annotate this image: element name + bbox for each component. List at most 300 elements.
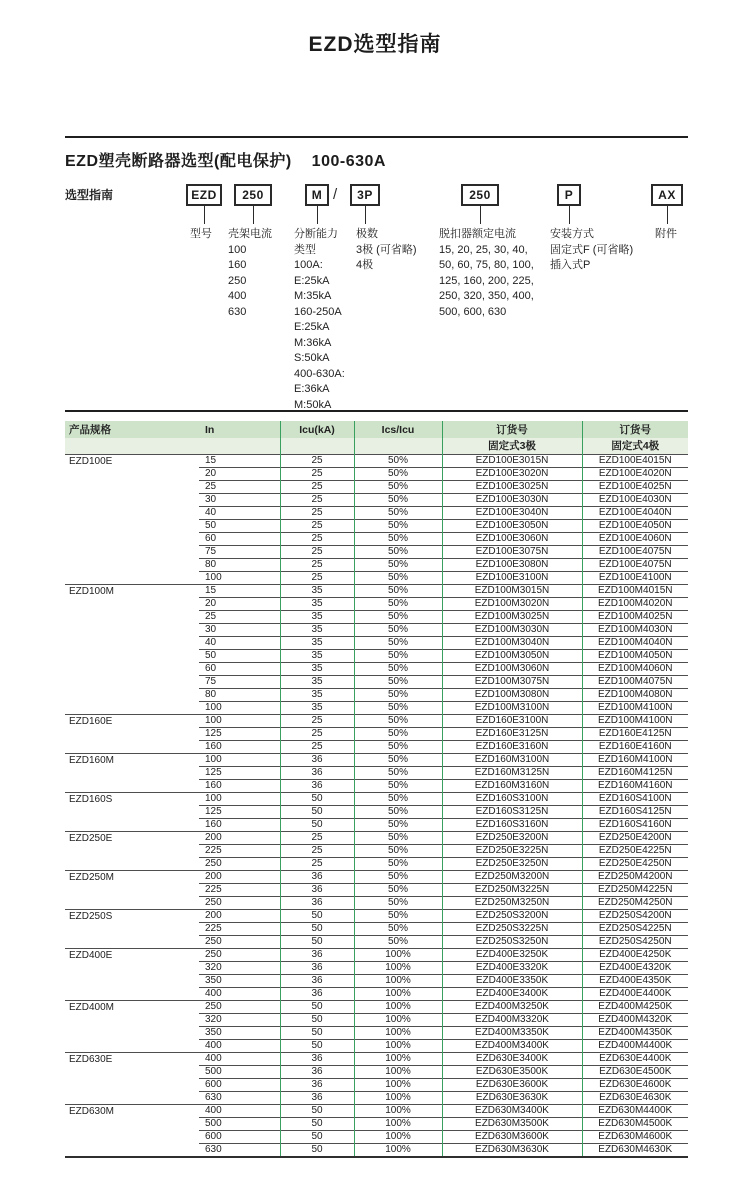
legend-line: 400 bbox=[228, 290, 247, 302]
cell-ics-icu: 50% bbox=[354, 480, 442, 493]
cell-icu: 36 bbox=[280, 779, 354, 792]
cell-ics-icu: 50% bbox=[354, 831, 442, 844]
cell-icu: 50 bbox=[280, 935, 354, 948]
cell-ics-icu: 50% bbox=[354, 571, 442, 584]
cell-order-4p: EZD160E4160N bbox=[582, 740, 688, 753]
cell-ics-icu: 50% bbox=[354, 896, 442, 909]
cell-order-3p: EZD250E3200N bbox=[442, 831, 582, 844]
cell-ics-icu: 50% bbox=[354, 610, 442, 623]
cell-ics-icu: 50% bbox=[354, 727, 442, 740]
table-row bbox=[65, 870, 688, 883]
section-heading-text: EZD塑壳断路器选型(配电保护) bbox=[65, 153, 292, 170]
cell-in: 250 bbox=[199, 935, 280, 948]
legend-line: 50, 60, 75, 80, 100, bbox=[439, 259, 534, 271]
subheader-empty bbox=[199, 438, 280, 454]
cell-icu: 35 bbox=[280, 649, 354, 662]
cell-order-4p: EZD250E4250N bbox=[582, 857, 688, 870]
cell-ics-icu: 50% bbox=[354, 675, 442, 688]
legend-line: 3极 (可省略) bbox=[356, 243, 417, 256]
cell-icu: 50 bbox=[280, 1013, 354, 1026]
cell-ics-icu: 50% bbox=[354, 454, 442, 467]
cell-order-4p: EZD100M4050N bbox=[582, 649, 688, 662]
cell-ics-icu: 100% bbox=[354, 1000, 442, 1013]
table-row bbox=[65, 1052, 688, 1065]
cell-order-4p: EZD630M4600K bbox=[582, 1130, 688, 1143]
legend-poles bbox=[356, 227, 417, 274]
cell-in: 60 bbox=[199, 532, 280, 545]
cell-order-3p: EZD100E3100N bbox=[442, 571, 582, 584]
cell-icu: 25 bbox=[280, 558, 354, 571]
cell-icu: 50 bbox=[280, 1026, 354, 1039]
cell-in: 600 bbox=[199, 1130, 280, 1143]
cell-ics-icu: 100% bbox=[354, 1026, 442, 1039]
cell-order-3p: EZD160S3125N bbox=[442, 805, 582, 818]
cell-order-3p: EZD100E3060N bbox=[442, 532, 582, 545]
cell-icu: 50 bbox=[280, 1143, 354, 1157]
divider-line-table bbox=[65, 410, 688, 412]
cell-order-3p: EZD630M3630K bbox=[442, 1143, 582, 1157]
cell-ics-icu: 50% bbox=[354, 467, 442, 480]
cell-icu: 36 bbox=[280, 1065, 354, 1078]
cell-order-4p: EZD250M4200N bbox=[582, 870, 688, 883]
cell-in: 250 bbox=[199, 948, 280, 961]
legend-line: 250, 320, 350, 400, bbox=[439, 290, 534, 302]
cell-icu: 36 bbox=[280, 870, 354, 883]
cell-order-3p: EZD100M3030N bbox=[442, 623, 582, 636]
cell-icu: 35 bbox=[280, 688, 354, 701]
connector-tick bbox=[204, 206, 205, 224]
cell-order-4p: EZD100E4075N bbox=[582, 558, 688, 571]
cell-order-4p: EZD400E4350K bbox=[582, 974, 688, 987]
cell-order-3p: EZD100E3020N bbox=[442, 467, 582, 480]
cell-ics-icu: 50% bbox=[354, 545, 442, 558]
cell-in: 25 bbox=[199, 480, 280, 493]
cell-icu: 25 bbox=[280, 740, 354, 753]
cell-order-4p: EZD160S4125N bbox=[582, 805, 688, 818]
cell-ics-icu: 50% bbox=[354, 935, 442, 948]
cell-in: 100 bbox=[199, 792, 280, 805]
cell-order-3p: EZD250E3250N bbox=[442, 857, 582, 870]
cell-order-4p: EZD100E4060N bbox=[582, 532, 688, 545]
section-heading bbox=[65, 148, 386, 171]
cell-in: 250 bbox=[199, 1000, 280, 1013]
cell-icu: 36 bbox=[280, 753, 354, 766]
cell-ics-icu: 100% bbox=[354, 1039, 442, 1052]
cell-order-4p: EZD100E4025N bbox=[582, 480, 688, 493]
cell-order-4p: EZD160M4100N bbox=[582, 753, 688, 766]
cell-order-4p: EZD100E4040N bbox=[582, 506, 688, 519]
cell-order-3p: EZD100E3080N bbox=[442, 558, 582, 571]
cell-icu: 35 bbox=[280, 636, 354, 649]
cell-in: 200 bbox=[199, 870, 280, 883]
cell-ics-icu: 50% bbox=[354, 766, 442, 779]
cell-in: 225 bbox=[199, 844, 280, 857]
section-heading-range: 100-630A bbox=[311, 153, 386, 170]
connector-tick bbox=[253, 206, 254, 224]
cell-in: 100 bbox=[199, 753, 280, 766]
header-order-no-3p: 订货号 bbox=[442, 421, 582, 438]
cell-icu: 36 bbox=[280, 883, 354, 896]
legend-line: 分断能力 bbox=[294, 228, 338, 240]
cell-order-3p: EZD630M3600K bbox=[442, 1130, 582, 1143]
table-row bbox=[65, 1000, 688, 1013]
cell-ics-icu: 100% bbox=[354, 1052, 442, 1065]
cell-order-3p: EZD100E3025N bbox=[442, 480, 582, 493]
cell-order-4p: EZD400M4400K bbox=[582, 1039, 688, 1052]
cell-order-3p: EZD100M3015N bbox=[442, 584, 582, 597]
cell-order-3p: EZD160M3100N bbox=[442, 753, 582, 766]
cell-ics-icu: 50% bbox=[354, 753, 442, 766]
code-box-mounting: P bbox=[557, 184, 581, 206]
cell-icu: 50 bbox=[280, 909, 354, 922]
model-cell: EZD250E bbox=[65, 831, 199, 870]
cell-order-3p: EZD630M3400K bbox=[442, 1104, 582, 1117]
cell-in: 225 bbox=[199, 883, 280, 896]
cell-icu: 36 bbox=[280, 961, 354, 974]
cell-icu: 35 bbox=[280, 675, 354, 688]
cell-in: 200 bbox=[199, 909, 280, 922]
cell-in: 500 bbox=[199, 1117, 280, 1130]
legend-line: M:36kA bbox=[294, 336, 332, 349]
cell-ics-icu: 100% bbox=[354, 974, 442, 987]
cell-icu: 25 bbox=[280, 545, 354, 558]
model-cell: EZD160M bbox=[65, 753, 199, 792]
cell-ics-icu: 50% bbox=[354, 922, 442, 935]
cell-ics-icu: 100% bbox=[354, 1013, 442, 1026]
cell-ics-icu: 100% bbox=[354, 948, 442, 961]
table-row bbox=[65, 714, 688, 727]
connector-tick bbox=[667, 206, 668, 224]
cell-in: 25 bbox=[199, 610, 280, 623]
cell-order-3p: EZD160E3100N bbox=[442, 714, 582, 727]
cell-in: 100 bbox=[199, 714, 280, 727]
legend-line: 固定式F (可省略) bbox=[550, 243, 634, 256]
cell-order-4p: EZD250M4225N bbox=[582, 883, 688, 896]
cell-order-3p: EZD400M3350K bbox=[442, 1026, 582, 1039]
cell-icu: 25 bbox=[280, 714, 354, 727]
cell-in: 350 bbox=[199, 1026, 280, 1039]
cell-order-3p: EZD630E3500K bbox=[442, 1065, 582, 1078]
cell-order-4p: EZD100M4025N bbox=[582, 610, 688, 623]
code-box-trip-current: 250 bbox=[461, 184, 499, 206]
cell-in: 160 bbox=[199, 779, 280, 792]
legend-line: M:35kA bbox=[294, 290, 332, 302]
cell-order-3p: EZD100M3100N bbox=[442, 701, 582, 714]
cell-order-3p: EZD100M3080N bbox=[442, 688, 582, 701]
cell-icu: 25 bbox=[280, 467, 354, 480]
legend-line: 500, 600, 630 bbox=[439, 305, 507, 318]
cell-order-4p: EZD100E4075N bbox=[582, 545, 688, 558]
legend-line: 100A: bbox=[294, 259, 323, 271]
cell-order-3p: EZD630M3500K bbox=[442, 1117, 582, 1130]
cell-in: 160 bbox=[199, 818, 280, 831]
cell-order-4p: EZD250S4250N bbox=[582, 935, 688, 948]
cell-in: 320 bbox=[199, 961, 280, 974]
cell-icu: 25 bbox=[280, 571, 354, 584]
subheader-empty bbox=[65, 438, 199, 454]
cell-icu: 50 bbox=[280, 1104, 354, 1117]
table-subheader-row bbox=[65, 438, 688, 454]
cell-order-3p: EZD400E3350K bbox=[442, 974, 582, 987]
guide-label: 选型指南 bbox=[65, 188, 114, 202]
cell-icu: 25 bbox=[280, 519, 354, 532]
connector-tick bbox=[569, 206, 570, 224]
cell-in: 100 bbox=[199, 571, 280, 584]
header-icu: Icu(kA) bbox=[280, 421, 354, 438]
model-cell: EZD400M bbox=[65, 1000, 199, 1052]
cell-order-4p: EZD160M4125N bbox=[582, 766, 688, 779]
cell-icu: 35 bbox=[280, 701, 354, 714]
cell-in: 30 bbox=[199, 623, 280, 636]
cell-order-4p: EZD100M4080N bbox=[582, 688, 688, 701]
cell-order-4p: EZD250S4225N bbox=[582, 922, 688, 935]
legend-line: 250 bbox=[228, 274, 247, 287]
connector-tick bbox=[365, 206, 366, 224]
subheader-empty bbox=[280, 438, 354, 454]
code-box-model: EZD bbox=[186, 184, 222, 206]
cell-icu: 25 bbox=[280, 493, 354, 506]
legend-line: 160-250A bbox=[294, 305, 342, 318]
cell-icu: 50 bbox=[280, 805, 354, 818]
cell-ics-icu: 100% bbox=[354, 1104, 442, 1117]
code-box-breaking-capacity: M bbox=[305, 184, 329, 206]
legend-mounting bbox=[550, 227, 633, 274]
cell-ics-icu: 100% bbox=[354, 961, 442, 974]
cell-icu: 25 bbox=[280, 532, 354, 545]
cell-order-4p: EZD100M4030N bbox=[582, 623, 688, 636]
cell-order-4p: EZD100E4020N bbox=[582, 467, 688, 480]
table-row bbox=[65, 909, 688, 922]
cell-order-3p: EZD100M3040N bbox=[442, 636, 582, 649]
header-ics-icu: Ics/Icu bbox=[354, 421, 442, 438]
cell-in: 20 bbox=[199, 467, 280, 480]
cell-icu: 25 bbox=[280, 844, 354, 857]
subheader-fixed-3p: 固定式3极 bbox=[442, 438, 582, 454]
cell-in: 80 bbox=[199, 688, 280, 701]
legend-accessory bbox=[655, 227, 677, 243]
legend-frame-current bbox=[228, 227, 272, 320]
cell-order-3p: EZD630E3630K bbox=[442, 1091, 582, 1104]
cell-ics-icu: 50% bbox=[354, 493, 442, 506]
cell-in: 125 bbox=[199, 805, 280, 818]
cell-icu: 50 bbox=[280, 818, 354, 831]
cell-order-3p: EZD250M3225N bbox=[442, 883, 582, 896]
cell-in: 75 bbox=[199, 545, 280, 558]
cell-icu: 50 bbox=[280, 1000, 354, 1013]
cell-order-3p: EZD100E3075N bbox=[442, 545, 582, 558]
cell-order-3p: EZD160E3125N bbox=[442, 727, 582, 740]
cell-icu: 35 bbox=[280, 610, 354, 623]
cell-in: 40 bbox=[199, 636, 280, 649]
model-cell: EZD630M bbox=[65, 1104, 199, 1157]
cell-order-3p: EZD250S3200N bbox=[442, 909, 582, 922]
cell-in: 630 bbox=[199, 1143, 280, 1157]
cell-order-4p: EZD400M4350K bbox=[582, 1026, 688, 1039]
cell-order-3p: EZD100M3075N bbox=[442, 675, 582, 688]
header-in: In bbox=[199, 421, 280, 438]
cell-order-4p: EZD250E4200N bbox=[582, 831, 688, 844]
model-cell: EZD160E bbox=[65, 714, 199, 753]
cell-order-4p: EZD100M4015N bbox=[582, 584, 688, 597]
cell-order-4p: EZD250E4225N bbox=[582, 844, 688, 857]
cell-order-3p: EZD160E3160N bbox=[442, 740, 582, 753]
cell-ics-icu: 100% bbox=[354, 1091, 442, 1104]
cell-in: 75 bbox=[199, 675, 280, 688]
cell-order-4p: EZD160M4160N bbox=[582, 779, 688, 792]
cell-icu: 25 bbox=[280, 727, 354, 740]
cell-ics-icu: 50% bbox=[354, 909, 442, 922]
cell-in: 125 bbox=[199, 766, 280, 779]
cell-ics-icu: 50% bbox=[354, 519, 442, 532]
cell-order-4p: EZD160S4160N bbox=[582, 818, 688, 831]
cell-order-3p: EZD630E3600K bbox=[442, 1078, 582, 1091]
legend-line: 型号 bbox=[190, 228, 212, 240]
cell-order-4p: EZD630E4400K bbox=[582, 1052, 688, 1065]
cell-in: 40 bbox=[199, 506, 280, 519]
cell-ics-icu: 100% bbox=[354, 1143, 442, 1157]
cell-icu: 50 bbox=[280, 1130, 354, 1143]
legend-line: 类型 bbox=[294, 243, 316, 256]
cell-order-3p: EZD100E3015N bbox=[442, 454, 582, 467]
cell-in: 125 bbox=[199, 727, 280, 740]
table-row bbox=[65, 454, 688, 467]
cell-in: 15 bbox=[199, 454, 280, 467]
legend-line: 插入式P bbox=[550, 259, 591, 271]
cell-order-4p: EZD630E4500K bbox=[582, 1065, 688, 1078]
cell-in: 80 bbox=[199, 558, 280, 571]
cell-order-3p: EZD250E3225N bbox=[442, 844, 582, 857]
cell-order-4p: EZD100M4040N bbox=[582, 636, 688, 649]
cell-ics-icu: 50% bbox=[354, 532, 442, 545]
legend-breaking-capacity bbox=[294, 227, 345, 413]
cell-icu: 25 bbox=[280, 831, 354, 844]
cell-icu: 35 bbox=[280, 623, 354, 636]
cell-ics-icu: 50% bbox=[354, 779, 442, 792]
cell-in: 320 bbox=[199, 1013, 280, 1026]
cell-in: 50 bbox=[199, 519, 280, 532]
cell-in: 200 bbox=[199, 831, 280, 844]
cell-in: 225 bbox=[199, 922, 280, 935]
cell-order-4p: EZD100M4020N bbox=[582, 597, 688, 610]
model-cell: EZD250M bbox=[65, 870, 199, 909]
cell-in: 400 bbox=[199, 987, 280, 1000]
cell-order-3p: EZD100M3060N bbox=[442, 662, 582, 675]
connector-tick bbox=[317, 206, 318, 224]
cell-in: 500 bbox=[199, 1065, 280, 1078]
cell-in: 60 bbox=[199, 662, 280, 675]
legend-line: 400-630A: bbox=[294, 367, 345, 380]
model-cell: EZD630E bbox=[65, 1052, 199, 1104]
cell-in: 15 bbox=[199, 584, 280, 597]
cell-icu: 25 bbox=[280, 454, 354, 467]
cell-icu: 35 bbox=[280, 584, 354, 597]
table-row bbox=[65, 1104, 688, 1117]
cell-icu: 35 bbox=[280, 597, 354, 610]
model-cell: EZD100E bbox=[65, 454, 199, 584]
legend-line: 160 bbox=[228, 259, 247, 271]
cell-ics-icu: 50% bbox=[354, 636, 442, 649]
cell-order-3p: EZD400E3250K bbox=[442, 948, 582, 961]
legend-line: S:50kA bbox=[294, 352, 330, 364]
subheader-fixed-4p: 固定式4极 bbox=[582, 438, 688, 454]
cell-in: 630 bbox=[199, 1091, 280, 1104]
cell-ics-icu: 50% bbox=[354, 584, 442, 597]
cell-order-3p: EZD100E3040N bbox=[442, 506, 582, 519]
cell-ics-icu: 50% bbox=[354, 649, 442, 662]
cell-order-4p: EZD100E4050N bbox=[582, 519, 688, 532]
page-title: EZD选型指南 bbox=[308, 33, 442, 56]
cell-order-4p: EZD160E4125N bbox=[582, 727, 688, 740]
cell-order-3p: EZD400M3320K bbox=[442, 1013, 582, 1026]
cell-ics-icu: 50% bbox=[354, 792, 442, 805]
header-order-no-4p: 订货号 bbox=[582, 421, 688, 438]
cell-order-4p: EZD250S4200N bbox=[582, 909, 688, 922]
cell-ics-icu: 50% bbox=[354, 662, 442, 675]
cell-order-3p: EZD100M3050N bbox=[442, 649, 582, 662]
cell-order-4p: EZD630E4630K bbox=[582, 1091, 688, 1104]
cell-order-4p: EZD100M4075N bbox=[582, 675, 688, 688]
model-cell: EZD400E bbox=[65, 948, 199, 1000]
cell-icu: 25 bbox=[280, 506, 354, 519]
cell-order-3p: EZD160S3160N bbox=[442, 818, 582, 831]
cell-icu: 36 bbox=[280, 766, 354, 779]
cell-icu: 50 bbox=[280, 922, 354, 935]
cell-ics-icu: 100% bbox=[354, 987, 442, 1000]
divider-line-top bbox=[65, 136, 688, 138]
cell-icu: 36 bbox=[280, 1091, 354, 1104]
cell-icu: 50 bbox=[280, 1039, 354, 1052]
cell-order-3p: EZD630E3400K bbox=[442, 1052, 582, 1065]
cell-in: 400 bbox=[199, 1052, 280, 1065]
cell-order-3p: EZD100E3050N bbox=[442, 519, 582, 532]
cell-ics-icu: 50% bbox=[354, 818, 442, 831]
cell-order-3p: EZD160M3125N bbox=[442, 766, 582, 779]
code-box-accessory: AX bbox=[651, 184, 683, 206]
cell-order-4p: EZD400M4320K bbox=[582, 1013, 688, 1026]
table-row bbox=[65, 753, 688, 766]
cell-in: 30 bbox=[199, 493, 280, 506]
cell-icu: 36 bbox=[280, 1078, 354, 1091]
cell-icu: 36 bbox=[280, 974, 354, 987]
cell-icu: 25 bbox=[280, 857, 354, 870]
cell-order-3p: EZD100M3020N bbox=[442, 597, 582, 610]
cell-order-4p: EZD400E4250K bbox=[582, 948, 688, 961]
cell-ics-icu: 50% bbox=[354, 701, 442, 714]
spec-table-body bbox=[65, 454, 688, 1157]
connector-tick bbox=[480, 206, 481, 224]
cell-order-3p: EZD160M3160N bbox=[442, 779, 582, 792]
cell-in: 20 bbox=[199, 597, 280, 610]
legend-model bbox=[190, 227, 212, 243]
legend-line: E:25kA bbox=[294, 321, 330, 333]
code-box-frame-current: 250 bbox=[234, 184, 272, 206]
cell-ics-icu: 50% bbox=[354, 844, 442, 857]
cell-order-4p: EZD250M4250N bbox=[582, 896, 688, 909]
legend-line: 15, 20, 25, 30, 40, bbox=[439, 243, 528, 256]
legend-line: E:36kA bbox=[294, 383, 330, 395]
cell-in: 400 bbox=[199, 1039, 280, 1052]
legend-line: 脱扣器额定电流 bbox=[439, 228, 516, 240]
header-product-spec: 产品规格 bbox=[65, 421, 199, 438]
cell-icu: 36 bbox=[280, 948, 354, 961]
cell-ics-icu: 100% bbox=[354, 1078, 442, 1091]
model-cell: EZD100M bbox=[65, 584, 199, 714]
table-row bbox=[65, 948, 688, 961]
cell-in: 400 bbox=[199, 1104, 280, 1117]
cell-ics-icu: 50% bbox=[354, 870, 442, 883]
cell-order-4p: EZD100M4100N bbox=[582, 714, 688, 727]
cell-ics-icu: 50% bbox=[354, 805, 442, 818]
